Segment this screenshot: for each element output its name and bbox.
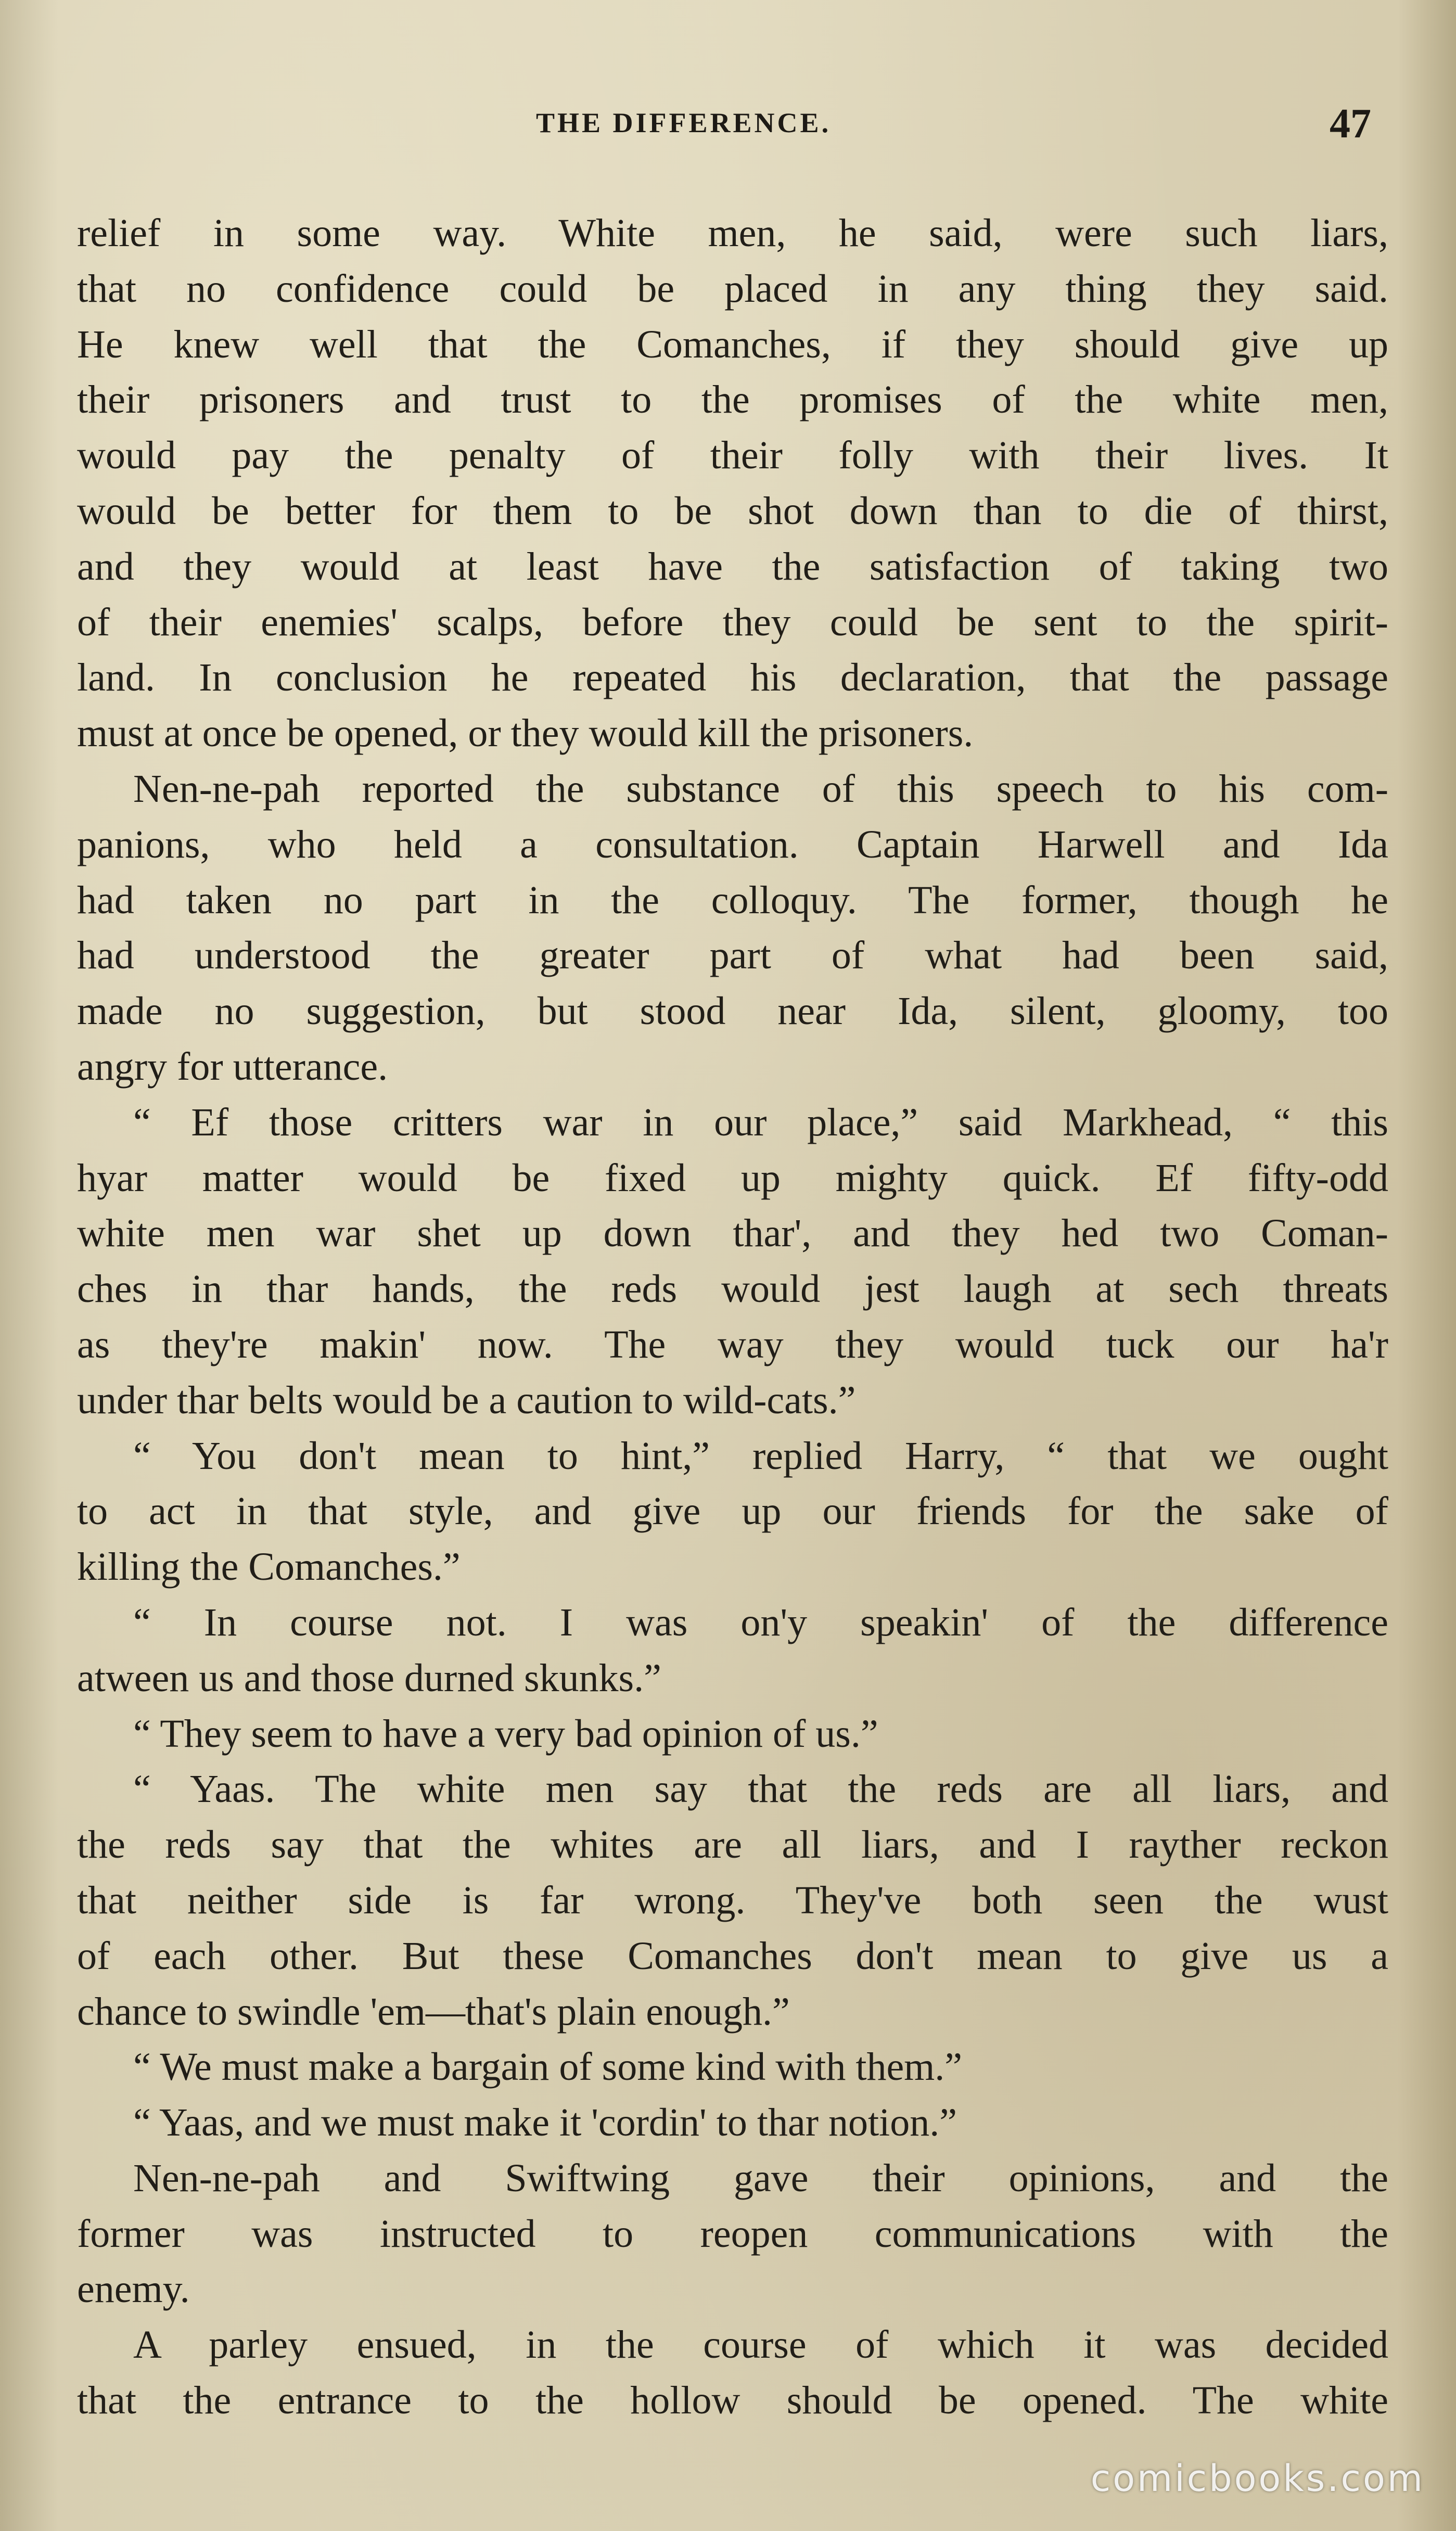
text-line: had understood the greater part of what had been said,	[77, 934, 1388, 978]
text-line: chance to swindle 'em—that's plain enough.”	[77, 1989, 790, 2034]
page-number: 47	[1330, 101, 1371, 147]
text-line: hyar matter would be fixed up mighty quick. Ef fifty-odd	[77, 1156, 1388, 1200]
text-line: “ Yaas, and we must make it 'cordin' to thar notion.”	[133, 2101, 957, 2145]
text-line: “ They seem to have a very bad opinion of us.”	[133, 1711, 878, 1756]
text-line: “ Yaas. The white men say that the reds are all liars, and	[133, 1767, 1388, 1811]
text-line: A parley ensued, in the course of which it was decided	[133, 2323, 1388, 2367]
text-line: “ We must make a bargain of some kind with them.”	[133, 2045, 963, 2089]
text-line: relief in some way. White men, he said, were such liars,	[77, 211, 1388, 255]
text-line: would be better for them to be shot down than to die of thirst,	[77, 489, 1388, 533]
running-head	[0, 101, 1456, 148]
text-line: that neither side is far wrong. They've both seen the wust	[77, 1878, 1388, 1922]
text-line: under thar belts would be a caution to wild-cats.”	[77, 1378, 856, 1422]
text-line: to act in that style, and give up our friends for the sake of	[77, 1489, 1388, 1533]
text-line: “ Ef those critters war in our place,” said Markhead, “ this	[133, 1100, 1388, 1144]
text-line: the reds say that the whites are all liars, and I rayther reckon	[77, 1823, 1388, 1867]
text-line: “ In course not. I was on'y speakin' of the difference	[133, 1600, 1388, 1644]
text-line: Nen-ne-pah reported the substance of this speech to his com-	[133, 766, 1388, 811]
text-line: had taken no part in the colloquy. The former, though he	[77, 878, 1388, 922]
text-line: enemy.	[77, 2267, 190, 2311]
text-line: Nen-ne-pah and Swiftwing gave their opinions, and the	[133, 2156, 1388, 2200]
header-title: THE DIFFERENCE.	[536, 107, 832, 138]
text-line: panions, who held a consultation. Captain Harwell and Ida	[77, 822, 1388, 866]
text-line: their prisoners and trust to the promises of the white men,	[77, 378, 1388, 422]
text-line: would pay the penalty of their folly with their lives. It	[77, 433, 1388, 478]
text-line: as they're makin' now. The way they would tuck our ha'r	[77, 1322, 1388, 1366]
body-text	[77, 206, 1388, 2428]
text-line: must at once be opened, or they would kill the prisoners.	[77, 711, 974, 756]
text-line: that no confidence could be placed in any thing they said.	[77, 266, 1388, 311]
text-line: ches in thar hands, the reds would jest laugh at sech threats	[77, 1267, 1388, 1311]
text-line: He knew well that the Comanches, if they should give up	[77, 322, 1388, 366]
text-line: “ You don't mean to hint,” replied Harry, “ that we ought	[133, 1434, 1388, 1478]
text-line: made no suggestion, but stood near Ida, silent, gloomy, too	[77, 989, 1388, 1033]
text-line: that the entrance to the hollow should be opened. The white	[77, 2379, 1388, 2423]
text-line: and they would at least have the satisfaction of taking two	[77, 544, 1388, 589]
text-line: killing the Comanches.”	[77, 1545, 461, 1589]
text-line: white men war shet up down thar', and they hed two Coman-	[77, 1211, 1388, 1256]
text-line: former was instructed to reopen communications with the	[77, 2212, 1388, 2256]
text-line: land. In conclusion he repeated his declaration, that the passage	[77, 656, 1388, 700]
watermark: comicbooks.com	[1090, 2457, 1425, 2500]
text-line: atween us and those durned skunks.”	[77, 1656, 661, 1700]
text-line: of each other. But these Comanches don't mean to give us a	[77, 1934, 1388, 1978]
text-line: angry for utterance.	[77, 1044, 388, 1089]
text-line: of their enemies' scalps, before they could be sent to the spirit-	[77, 600, 1388, 644]
